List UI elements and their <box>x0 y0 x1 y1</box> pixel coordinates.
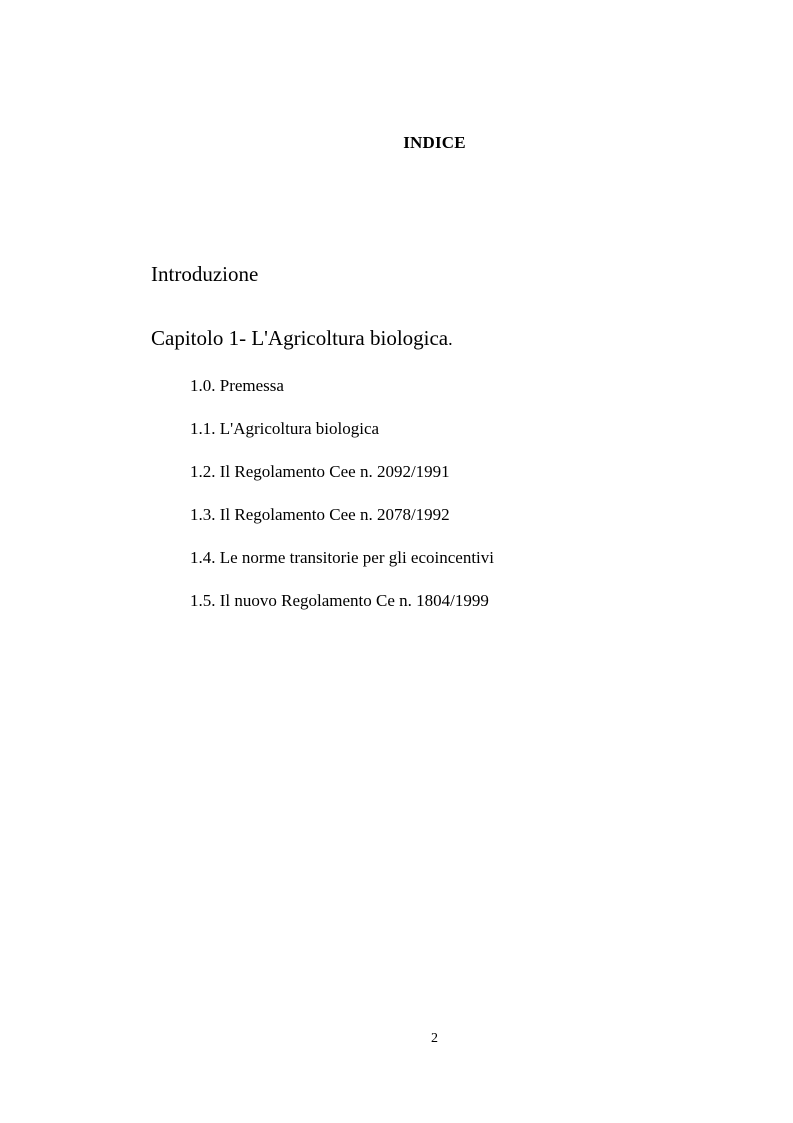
toc-section-1-4: 1.4. Le norme transitorie per gli ecoincentivi <box>190 548 495 567</box>
toc-sections-list <box>190 376 494 634</box>
index-title: INDICE <box>403 133 466 152</box>
page-number: 2 <box>431 1031 438 1046</box>
chapter-1-label: Capitolo 1- L'Agricoltura biologica <box>151 326 449 350</box>
chapter-1-period: . <box>448 329 453 349</box>
toc-section-1-5: 1.5. Il nuovo Regolamento Ce n. 1804/1999 <box>190 591 489 610</box>
toc-entry-introduzione: Introduzione <box>151 262 259 286</box>
toc-chapter-1 <box>151 326 453 351</box>
toc-section-1-3: 1.3. Il Regolamento Cee n. 2078/1992 <box>190 505 450 524</box>
toc-section-1-1: 1.1. L'Agricoltura biologica <box>190 419 380 438</box>
toc-section-1-0: 1.0. Premessa <box>190 376 284 395</box>
toc-section-1-2: 1.2. Il Regolamento Cee n. 2092/1991 <box>190 462 450 481</box>
